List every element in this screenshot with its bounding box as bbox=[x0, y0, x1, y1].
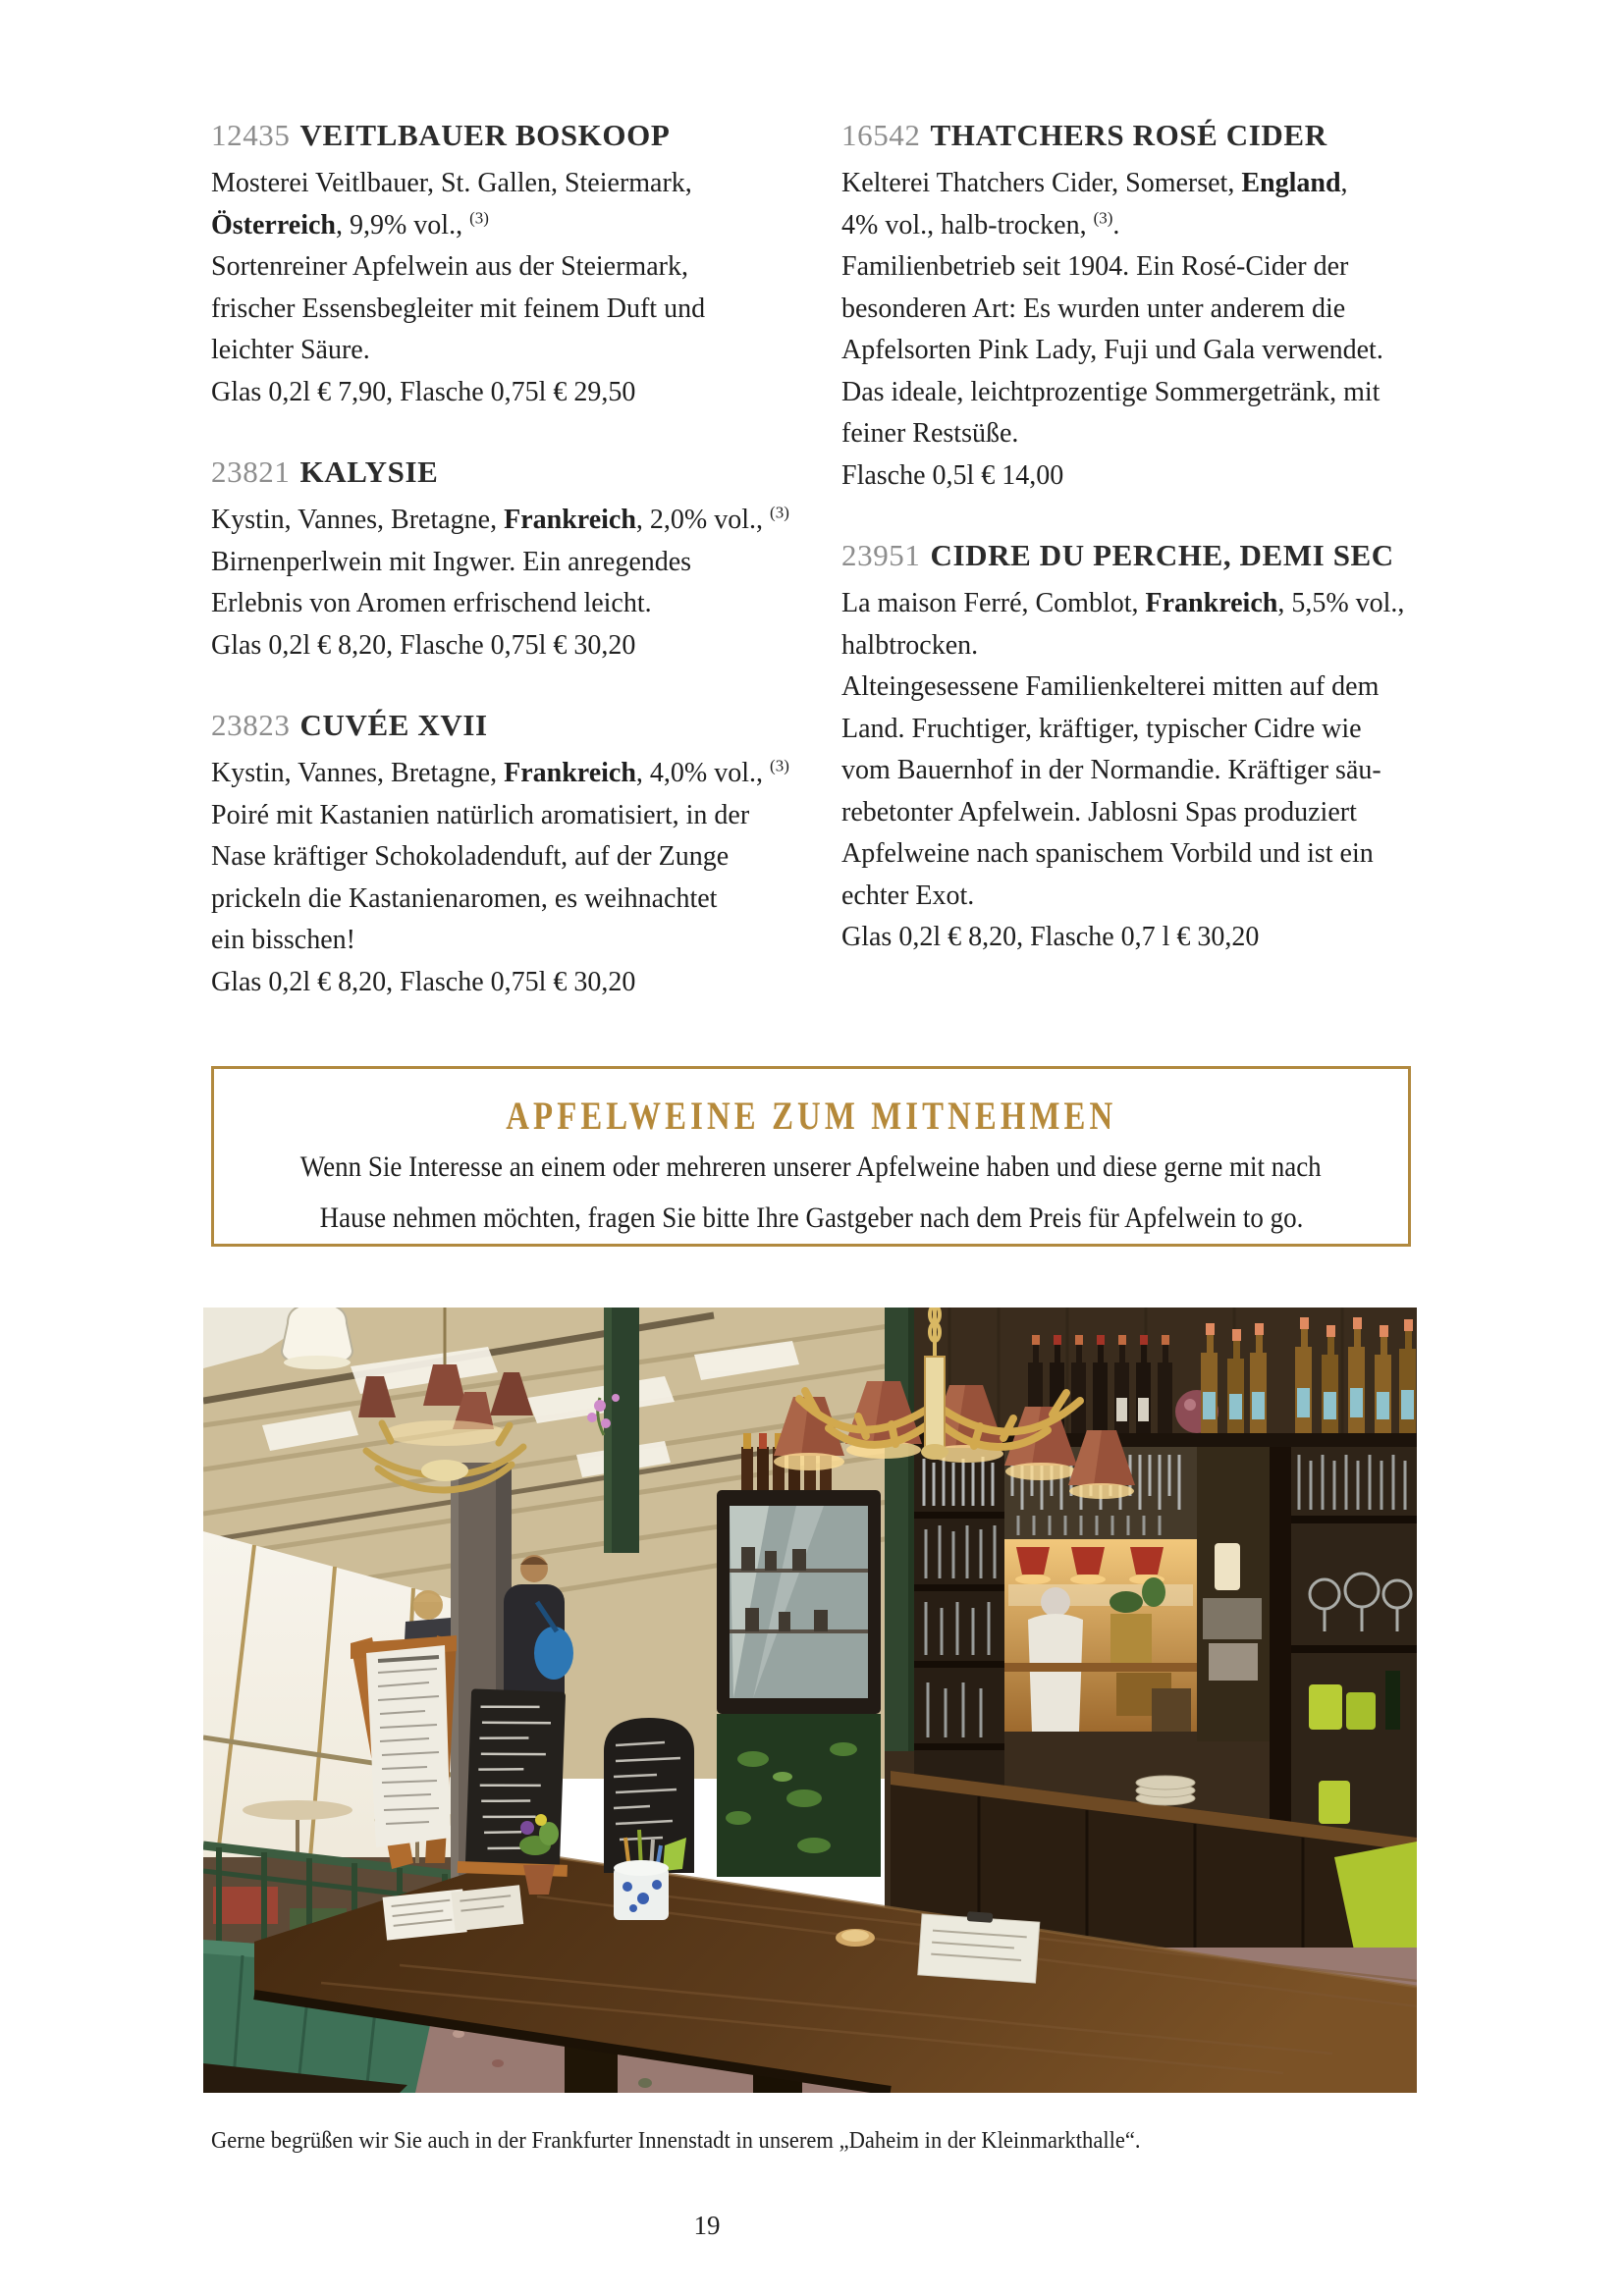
entry-name: THATCHERS ROSÉ CIDER bbox=[930, 118, 1327, 152]
entry-line: Familienbetrieb seit 1904. Ein Rosé-Cider der bbox=[841, 251, 1349, 282]
entry-line: Alteingesessene Familienkelterei mitten auf dem bbox=[841, 671, 1380, 702]
menu-entry bbox=[841, 534, 1421, 959]
entry-line: prickeln die Kastanienaromen, es weihnachtet bbox=[211, 882, 718, 914]
pendant-lamp bbox=[282, 1308, 352, 1369]
display-case bbox=[717, 1433, 881, 1877]
entry-line: vom Bauernhof in der Normandie. Kräftiger säu- bbox=[841, 755, 1381, 785]
entry-number: 23821 bbox=[211, 454, 291, 489]
entry-line: Apfelweine nach spanischem Vorbild und ist ein bbox=[841, 838, 1374, 869]
entry-number: 12435 bbox=[211, 118, 291, 152]
entry-line: Flasche 0,5l € 14,00 bbox=[841, 459, 1064, 491]
entry-line: Österreich, 9,9% vol., $^{(3)}$ bbox=[211, 208, 489, 240]
entry-line: Nase kräftiger Schokoladenduft, auf der Zunge bbox=[211, 841, 730, 872]
side-shelf bbox=[1197, 1447, 1270, 1741]
entry-line: Das ideale, leichtprozentige Sommergetränk, mit bbox=[841, 376, 1380, 407]
entry-heading bbox=[211, 704, 830, 747]
entry-line: ein bisschen! bbox=[211, 925, 355, 955]
entry-line: Mosterei Veitlbauer, St. Gallen, Steiermark, bbox=[211, 168, 692, 198]
entry-name: VEITLBAUER BOSKOOP bbox=[299, 118, 671, 152]
entry-name: KALYSIE bbox=[299, 454, 439, 489]
entry-line: rebetonter Apfelwein. Jablosni Spas produziert bbox=[841, 796, 1357, 828]
entry-line: Kelterei Thatchers Cider, Somerset, England, bbox=[841, 168, 1348, 198]
entry-line: Poiré mit Kastanien natürlich aromatisiert, in der bbox=[211, 799, 750, 830]
entry-line: La maison Ferré, Comblot, Frankreich, 5,5% vol., bbox=[841, 588, 1405, 618]
entry-line: 4% vol., halb-trocken, $^{(3)}$. bbox=[841, 208, 1120, 240]
menu-entry bbox=[211, 114, 830, 413]
entry-line: Birnenperlwein mit Ingwer. Ein anregendes bbox=[211, 546, 692, 577]
entry-line: halbtrocken. bbox=[841, 629, 979, 661]
entry-line: Erlebnis von Aromen erfrischend leicht. bbox=[211, 588, 652, 618]
entry-name: CIDRE DU PERCHE, DEMI SEC bbox=[930, 538, 1394, 572]
page-number: 19 bbox=[693, 2211, 721, 2240]
photo-caption: Gerne begrüßen wir Sie auch in der Frankfurter Innenstadt in unserem „Daheim in der Kleinmarkthalle“. bbox=[211, 2128, 1141, 2154]
entry-line: Glas 0,2l € 8,20, Flasche 0,75l € 30,20 bbox=[211, 966, 636, 997]
entry-line: Glas 0,2l € 7,90, Flasche 0,75l € 29,50 bbox=[211, 376, 636, 407]
promo-title: APFELWEINE ZUM MITNEHMEN bbox=[505, 1094, 1117, 1138]
entry-line: Apfelsorten Pink Lady, Fuji und Gala verwendet. bbox=[841, 335, 1383, 365]
entry-number: 16542 bbox=[841, 118, 921, 152]
entry-line: besonderen Art: Es wurden unter anderem die bbox=[841, 293, 1346, 324]
entry-line: feiner Restsüße. bbox=[841, 418, 1019, 449]
coaster-top bbox=[841, 1930, 869, 1942]
entry-line: Glas 0,2l € 8,20, Flasche 0,7 l € 30,20 bbox=[841, 922, 1260, 952]
entry-line: leichter Säure. bbox=[211, 335, 370, 365]
entry-heading bbox=[211, 451, 830, 494]
green-pillar-right bbox=[885, 1308, 914, 1751]
bar-photo-illustration bbox=[203, 1308, 1417, 2093]
entry-number: 23951 bbox=[841, 538, 921, 572]
entry-line: Land. Fruchtiger, kräftiger, typischer Cidre wie bbox=[841, 713, 1362, 744]
entry-line: Glas 0,2l € 8,20, Flasche 0,75l € 30,20 bbox=[211, 629, 636, 661]
promo-text-line-1: Wenn Sie Interesse an einem oder mehreren unserer Apfelweine haben und diese gerne mit nach bbox=[300, 1150, 1322, 1183]
chalkboard-menu bbox=[458, 1688, 573, 1877]
entry-heading bbox=[211, 114, 830, 157]
entry-line: frischer Essensbegleiter mit feinem Duft und bbox=[211, 293, 706, 324]
promo-box bbox=[211, 1066, 1411, 1247]
entry-number: 23823 bbox=[211, 708, 291, 742]
menu-entry bbox=[211, 451, 830, 667]
entry-line: Kystin, Vannes, Bretagne, Frankreich, 4,0% vol., $^{(3)}$ bbox=[211, 756, 789, 788]
menu-entry bbox=[211, 704, 830, 1003]
entry-line: Sortenreiner Apfelwein aus der Steiermark, bbox=[211, 251, 688, 282]
entry-name: CUVÉE XVII bbox=[299, 708, 488, 742]
entry-heading bbox=[841, 114, 1421, 157]
kitchen-window bbox=[1004, 1539, 1197, 1732]
entry-line: Kystin, Vannes, Bretagne, Frankreich, 2,0% vol., $^{(3)}$ bbox=[211, 503, 789, 535]
menu-entry bbox=[841, 114, 1421, 497]
bar-photo bbox=[203, 1308, 1417, 2093]
menu-column-right bbox=[841, 114, 1421, 959]
entry-line: echter Exot. bbox=[841, 880, 975, 911]
menu-column-left bbox=[211, 114, 830, 1003]
entry-heading bbox=[841, 534, 1421, 577]
promo-text-line-2: Hause nehmen möchten, fragen Sie bitte Ihre Gastgeber nach dem Preis für Apfelwein to go. bbox=[319, 1201, 1303, 1234]
plate-stack bbox=[1136, 1776, 1195, 1805]
